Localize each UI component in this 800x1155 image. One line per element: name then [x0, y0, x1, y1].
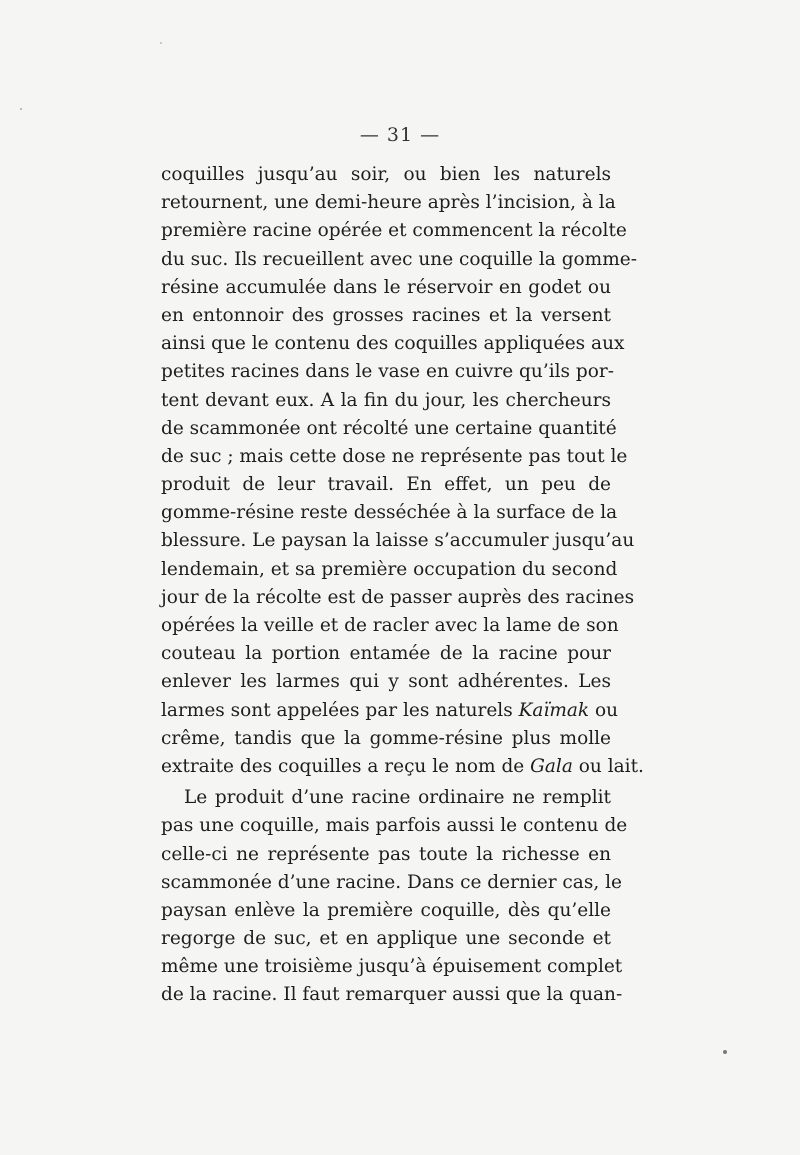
text-line: Le produit d’une racine ordinaire ne remplit	[184, 787, 611, 809]
text-fragment: ou	[589, 699, 619, 721]
text-line: tent devant eux. A la fin du jour, les chercheurs	[161, 389, 611, 411]
text-line: résine accumulée dans le réservoir en godet ou	[161, 276, 611, 298]
italic-term-gala: Gala	[530, 755, 573, 777]
text-line: jour de la récolte est de passer auprès des racines	[161, 586, 635, 608]
text-line: pas une coquille, mais parfois aussi le contenu de	[161, 815, 628, 837]
text-fragment: extraite des coquilles a reçu le nom de	[161, 755, 531, 777]
text-line: opérées la veille et de racler avec la lame de son	[161, 615, 619, 636]
text-line: de la racine. Il faut remarquer aussi que la quan-	[161, 984, 623, 1006]
text-line: regorge de suc, et en applique une seconde et	[161, 928, 611, 950]
text-line: gomme-résine reste desséchée à la surface de la	[161, 502, 618, 524]
page-number: — 31 —	[359, 124, 441, 146]
text-line: lendemain, et sa première occupation du second	[161, 558, 618, 580]
text-line: première racine opérée et commencent la récolte	[161, 220, 627, 242]
text-line: scammonée d’une racine. Dans ce dernier cas, le	[161, 871, 622, 893]
text-line: ainsi que le contenu des coquilles appliquées aux	[161, 333, 625, 355]
text-fragment: ou lait.	[572, 755, 644, 777]
text-line: celle-ci ne représente pas toute la richesse en	[161, 843, 611, 865]
text-line: du suc. Ils recueillent avec une coquille la gomme-	[161, 248, 637, 270]
text-line: retournent, une demi-heure après l’incision, à la	[161, 192, 616, 214]
text-line: paysan enlève la première coquille, dès qu’elle	[161, 899, 611, 921]
text-line-gala	[161, 753, 644, 781]
text-line: produit de leur travail. En effet, un peu de	[161, 474, 611, 496]
italic-term-kaimak: Kaïmak	[518, 699, 590, 721]
text-line-kaimak	[161, 697, 619, 725]
text-line: petites racines dans le vase en cuivre qu’ils por-	[161, 361, 614, 383]
text-line: même une troisième jusqu’à épuisement complet	[161, 956, 623, 978]
text-line: crême, tandis que la gomme-résine plus molle	[161, 727, 611, 749]
text-line: coquilles jusqu’au soir, ou bien les naturels	[161, 164, 611, 185]
text-line: en entonnoir des grosses racines et la versent	[161, 304, 611, 326]
text-line: de suc ; mais cette dose ne représente pas tout le	[161, 445, 628, 467]
body-text	[161, 161, 644, 1010]
text-line: de scammonée ont récolté une certaine quantité	[161, 417, 617, 439]
paper-speck	[723, 1050, 727, 1054]
paper-speck	[20, 108, 22, 110]
text-line: enlever les larmes qui y sont adhérentes. Les	[161, 671, 611, 693]
text-line: couteau la portion entamée de la racine pour	[161, 643, 611, 665]
text-fragment: larmes sont appelées par les naturels	[161, 699, 519, 721]
paper-speck	[160, 42, 162, 44]
text-line: blessure. Le paysan la laisse s’accumuler jusqu’au	[161, 530, 635, 552]
